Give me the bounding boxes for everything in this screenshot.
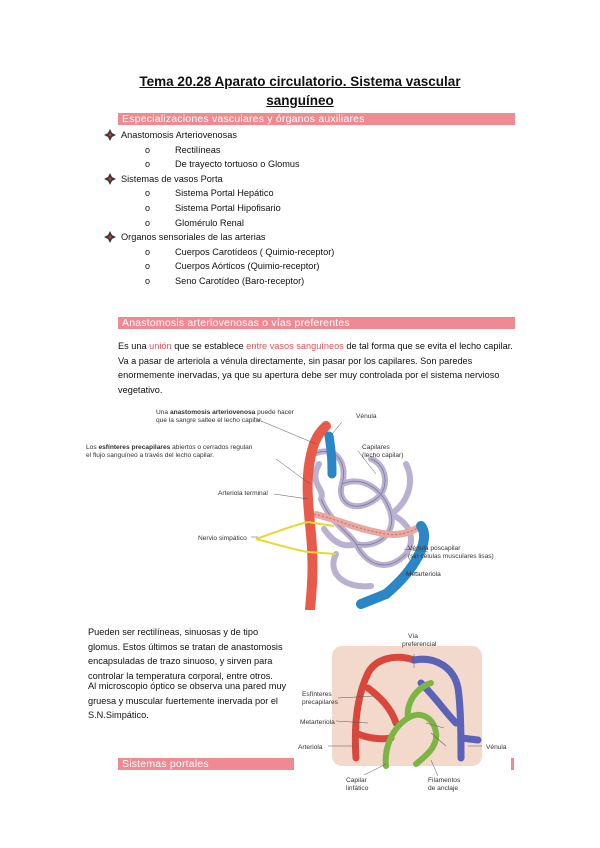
capillary-bed-figure: [86, 404, 526, 610]
text-run: Es una: [118, 341, 150, 351]
outline-subitem: o Rectilíneas: [121, 143, 334, 158]
label-capilares: Capilares: [362, 444, 390, 451]
label-arteriola-terminal: Arteriola terminal: [218, 490, 268, 497]
outline-subitem: o Seno Carotídeo (Baro-receptor): [121, 274, 334, 289]
label-venula: Vénula: [486, 744, 507, 751]
pushpin-icon: [104, 129, 116, 141]
outline-item-label: Organos sensoriales de las arterias: [121, 232, 266, 243]
outline-item-label: Anastomosis Arteriovenosas: [121, 130, 237, 140]
outline-subitem: o Sistema Portal Hepático: [121, 186, 334, 201]
label-esfinteres-line1: Los esfínteres precapilares abiertos o cerrados regulan: [86, 444, 253, 451]
arteriole-branch: [314, 426, 326, 444]
label-linfatico: linfático: [346, 785, 369, 792]
outline-item-label: Sistemas de vasos Porta: [121, 173, 223, 184]
text-run: de tal forma que se evita el lecho capilar. Va a pasar de arteriola a vénula directamente, sin pasar por los capilares. Son paredes enormemente inervadas, ya que su apertura debe ser muy controlada por el sistema nervioso vegetativo.: [118, 341, 513, 395]
section-header-anastomosis: Anastomosis arteriovenosas o vías preferentes: [118, 317, 515, 329]
highlight-entre-vasos: entre vasos sanguíneos: [246, 341, 344, 351]
intro-paragraph: [118, 339, 518, 397]
label-filamentos: Filamentos: [428, 777, 461, 784]
section-header-especializaciones: Especializaciones vasculares y órganos auxiliares: [118, 113, 515, 125]
outline-subitem: o Cuerpos Aórticos (Quimio-receptor): [121, 259, 334, 274]
venule-top: [329, 436, 332, 474]
text-run: que se establece: [171, 341, 247, 351]
outline-subitem: o Glomérulo Renal: [121, 216, 334, 231]
label-venula: Vénula: [356, 413, 377, 420]
outline-subitem: o Sistema Portal Hipofisario: [121, 201, 334, 216]
label-capilar: Capilar: [346, 777, 367, 784]
label-anastomosis-line2: que la sangre saltee el lecho capilar.: [156, 417, 263, 424]
label-metarteriola: Metarteriola: [406, 571, 441, 578]
label-precapilares: precapilares: [302, 699, 338, 706]
section-bar-edge: [511, 758, 514, 770]
pushpin-icon: [104, 231, 116, 243]
label-sin-celulas: (sin células musculares lisas): [408, 553, 494, 560]
arteriole-vessel: [308, 444, 314, 609]
microscope-paragraph: Al microscopio óptico se observa una pared muy gruesa y muscular fuertemente inervada por el S.N.Simpático.: [88, 681, 287, 721]
venule-exit: [361, 594, 386, 604]
highlight-union: unión: [149, 341, 172, 351]
pushpin-icon: [104, 173, 116, 185]
label-esfinteres: Esfínteres: [302, 691, 332, 698]
label-lecho: (lecho capilar): [362, 452, 404, 459]
label-anclaje: de anclaje: [428, 785, 459, 792]
outline-item: [104, 128, 334, 172]
outline-subitem: o Cuerpos Carotídeos ( Quimio-receptor): [121, 245, 334, 260]
outline-list: [104, 128, 334, 289]
label-esfinteres-line2: el flujo sanguíneo a través del lecho capilar.: [86, 452, 214, 459]
types-paragraph: Pueden ser rectilíneas, sinuosas y de tipo glomus. Estos últimos se tratan de anastomosis encapsuladas de trazo sinuoso, y sirven para controlar la temperatura corporal, entre otros.: [88, 627, 283, 681]
label-via: Vía: [408, 633, 418, 640]
label-venula-poscapilar: Vénula poscapilar: [408, 545, 461, 552]
document-title-line1: Tema 20.28 Aparato circulatorio. Sistema vascular: [139, 74, 461, 89]
label-anastomosis-line1: Una anastomosis arteriovenosa puede hacer: [156, 409, 294, 416]
outline-item: [104, 172, 334, 230]
document-title-line2: sanguíneo: [266, 93, 334, 108]
section-header-portales: Sistemas portales: [118, 758, 294, 770]
label-arteriola: Arteriola: [298, 744, 323, 751]
outline-subitem: o De trayecto tortuoso o Glomus: [121, 157, 334, 172]
preferential-channel-figure: [296, 628, 518, 806]
label-preferencial: preferencial: [402, 641, 437, 648]
label-nervio: Nervio simpático: [198, 535, 247, 542]
label-metarteriola: Metarteriola: [300, 719, 335, 726]
outline-item: [104, 230, 334, 288]
